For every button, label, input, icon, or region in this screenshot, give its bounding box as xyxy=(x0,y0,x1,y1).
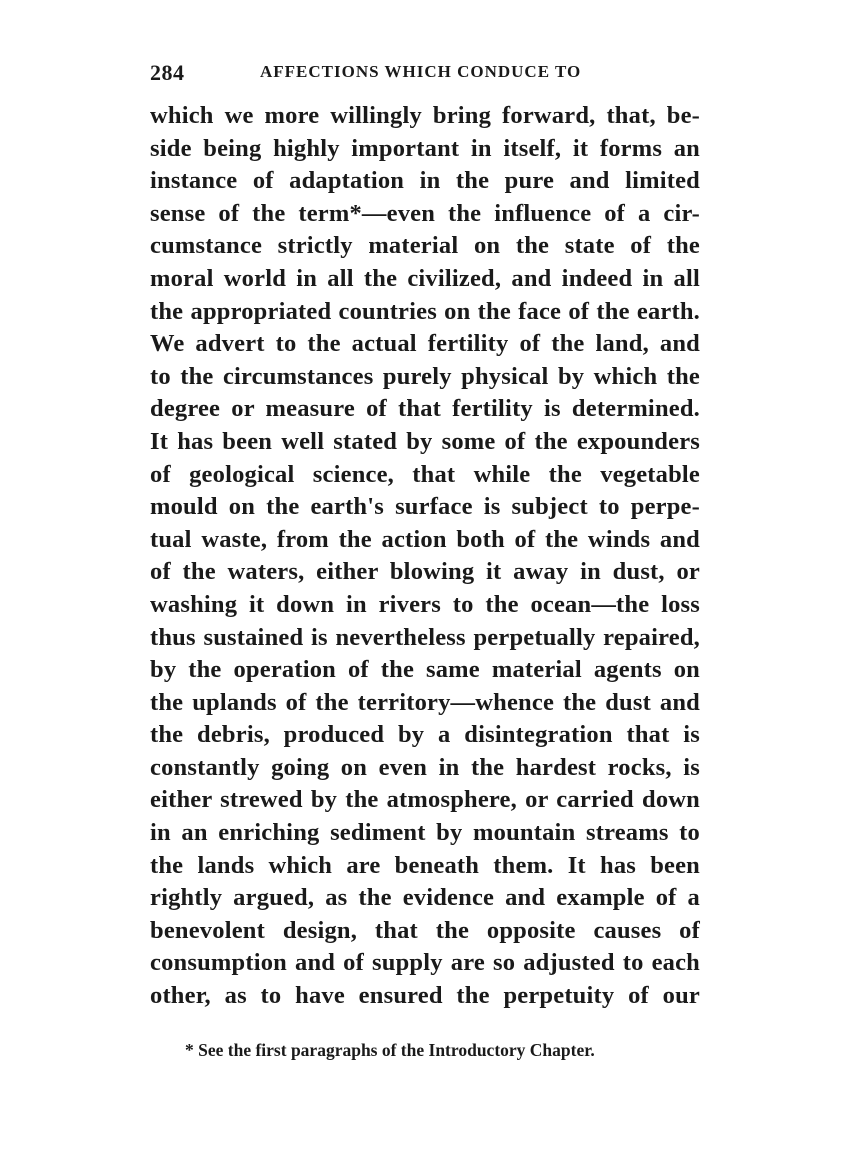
body-text xyxy=(150,100,700,1013)
running-title: AFFECTIONS WHICH CONDUCE TO xyxy=(260,62,582,81)
text-line: thus sustained is nevertheless perpetually repaired, xyxy=(150,623,700,651)
text-line: to the circumstances purely physical by which the xyxy=(150,362,700,390)
text-line: by the operation of the same material agents on xyxy=(150,656,700,684)
text-line: the appropriated countries on the face of the earth. xyxy=(150,297,700,325)
text-line: either strewed by the atmosphere, or carried down xyxy=(150,786,700,814)
text-line: of the waters, either blowing it away in dust, or xyxy=(150,558,700,586)
text-line: It has been well stated by some of the expounders xyxy=(150,427,700,455)
text-line: moral world in all the civilized, and indeed in all xyxy=(150,264,700,292)
text-line: constantly going on even in the hardest rocks, is xyxy=(150,753,700,781)
text-line: other, as to have ensured the perpetuity of our xyxy=(150,982,700,1010)
text-line: of geological science, that while the vegetable xyxy=(150,460,700,488)
text-line: sense of the term*—even the influence of a cir- xyxy=(150,199,700,227)
text-line: cumstance strictly material on the state of the xyxy=(150,232,700,260)
text-line: the uplands of the territory—whence the dust and xyxy=(150,688,700,716)
text-line: tual waste, from the action both of the winds and xyxy=(150,525,700,553)
text-line: washing it down in rivers to the ocean—the loss xyxy=(150,590,700,618)
running-head xyxy=(150,60,710,90)
page-number: 284 xyxy=(150,60,185,85)
text-line: rightly argued, as the evidence and example of a xyxy=(150,884,700,912)
text-line: degree or measure of that fertility is determined. xyxy=(150,395,700,423)
footnote: * See the first paragraphs of the Introductory Chapter. xyxy=(185,1040,595,1060)
text-line: We advert to the actual fertility of the land, and xyxy=(150,330,700,358)
text-line: side being highly important in itself, it forms an xyxy=(150,134,700,162)
text-line: consumption and of supply are so adjusted to each xyxy=(150,949,700,977)
text-line: instance of adaptation in the pure and limited xyxy=(150,167,700,195)
text-line: mould on the earth's surface is subject to perpe- xyxy=(150,493,700,521)
text-line: the lands which are beneath them. It has been xyxy=(150,851,700,879)
text-line: benevolent design, that the opposite causes of xyxy=(150,916,700,944)
text-line: the debris, produced by a disintegration that is xyxy=(150,721,700,749)
text-line: which we more willingly bring forward, that, be- xyxy=(150,102,700,129)
text-line: in an enriching sediment by mountain streams to xyxy=(150,819,700,847)
